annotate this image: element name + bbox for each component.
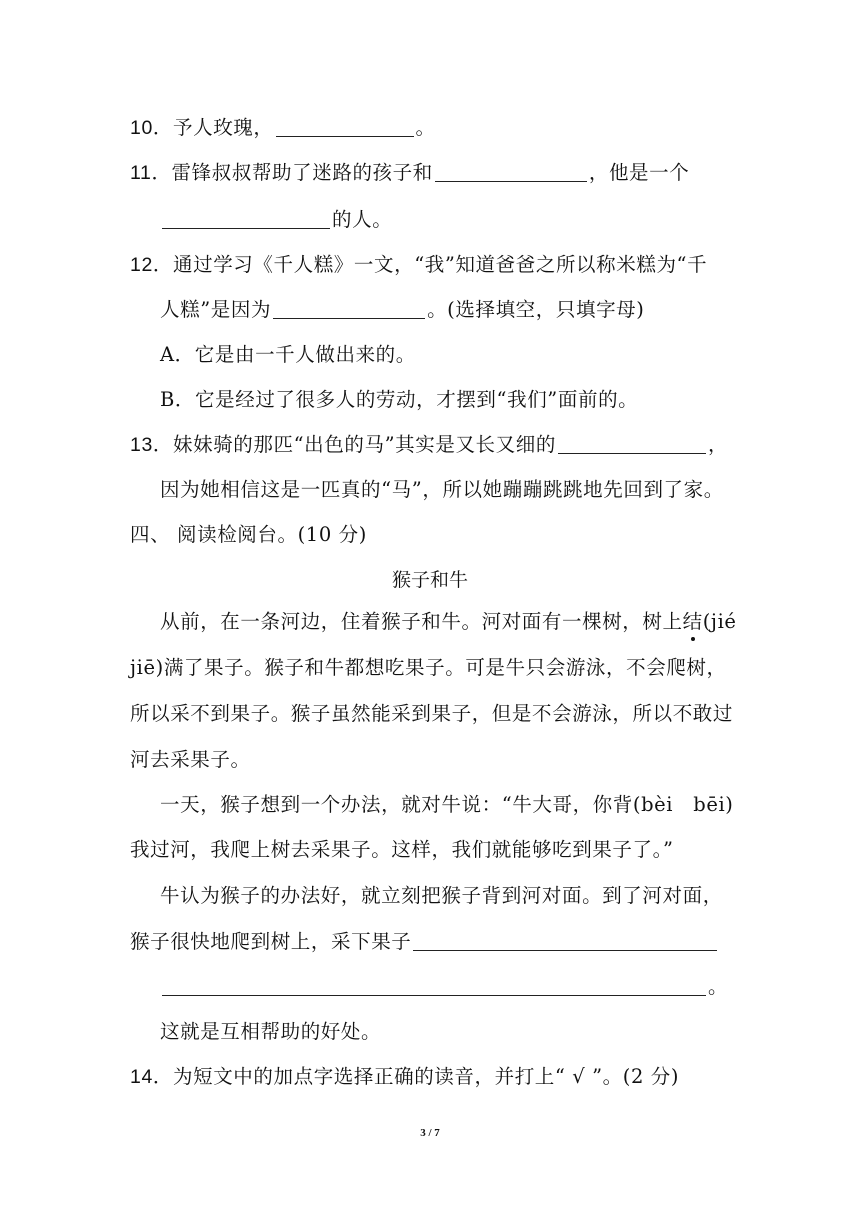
question-12 <box>130 251 707 279</box>
question-text-end: ， <box>707 433 729 456</box>
option-a: A．它是由一千人做出来的。 <box>160 343 416 366</box>
passage-text: 从前，在一条河边，住着猴子和牛。河对面有一棵树，树上 <box>160 610 683 633</box>
question-text: 为短文中的加点字选择正确的读音，并打上“ √ ”。(2 分) <box>173 1065 680 1088</box>
question-11-cont <box>160 206 392 234</box>
passage-line: 一天，猴子想到一个办法，就对牛说：“牛大哥，你背(bèi bēi) <box>160 793 734 816</box>
question-11 <box>130 159 689 187</box>
passage-line: 牛认为猴子的办法好，就立刻把猴子背到河对面。到了河对面， <box>160 884 723 907</box>
question-text-end: 。(选择填空，只填字母) <box>427 298 645 321</box>
passage-line: jiē)满了果子。猴子和牛都想吃果子。可是牛只会游泳，不会爬树， <box>130 656 727 679</box>
question-13-cont: 因为她相信这是一匹真的“马”，所以她蹦蹦跳跳地先回到了家。 <box>160 478 724 501</box>
answer-blank[interactable] <box>558 433 706 454</box>
question-text: 人糕”是因为 <box>160 298 272 321</box>
answer-blank[interactable] <box>435 161 587 182</box>
passage-line: 这就是互相帮助的好处。 <box>160 1020 382 1043</box>
question-number: 10． <box>130 117 173 139</box>
answer-blank[interactable] <box>413 930 717 951</box>
passage-line <box>160 973 728 1001</box>
question-number: 12． <box>130 254 173 276</box>
passage-text: 猴子很快地爬到树上，采下果子 <box>130 930 412 953</box>
answer-blank[interactable] <box>273 298 425 319</box>
question-13 <box>130 431 728 459</box>
question-text: 雷锋叔叔帮助了迷路的孩子和 <box>171 161 433 184</box>
question-number: 11． <box>130 162 172 184</box>
passage-line <box>160 608 737 636</box>
option-b: B．它是经过了很多人的劳动，才摆到“我们”面前的。 <box>160 388 639 411</box>
passage-line: 所以采不到果子。猴子虽然能采到果子，但是不会游泳，所以不敢过 <box>130 702 734 725</box>
question-text: 通过学习《千人糕》一文，“我”知道爸爸之所以称米糕为“千 <box>173 253 708 276</box>
question-text: 的人。 <box>332 208 393 231</box>
question-number: 13． <box>130 434 173 456</box>
answer-blank[interactable] <box>162 208 330 229</box>
question-text: 予人玫瑰， <box>173 116 274 139</box>
passage-text-end: 。 <box>708 975 729 998</box>
question-text-end: 。 <box>415 116 436 139</box>
passage-line: 我过河，我爬上树去采果子。这样，我们就能够吃到果子了。” <box>130 838 674 861</box>
page-number: 3 / 7 <box>420 1127 440 1139</box>
pinyin-option: (jié <box>702 610 737 633</box>
passage-title: 猴子和牛 <box>391 569 468 591</box>
question-10 <box>130 114 436 142</box>
question-text: 妹妹骑的那匹“出色的马”其实是又长又细的 <box>173 433 556 456</box>
passage-line: 河去采果子。 <box>130 748 251 771</box>
answer-blank[interactable] <box>162 975 706 996</box>
question-14 <box>130 1063 679 1091</box>
question-number: 14． <box>130 1066 173 1088</box>
answer-blank[interactable] <box>276 116 414 137</box>
passage-line <box>130 928 719 956</box>
question-text-end: ，他是一个 <box>588 161 690 184</box>
section-heading: 四、 阅读检阅台。(10 分) <box>130 523 367 546</box>
dotted-character: 结 <box>683 608 703 636</box>
question-12-cont <box>160 296 645 324</box>
